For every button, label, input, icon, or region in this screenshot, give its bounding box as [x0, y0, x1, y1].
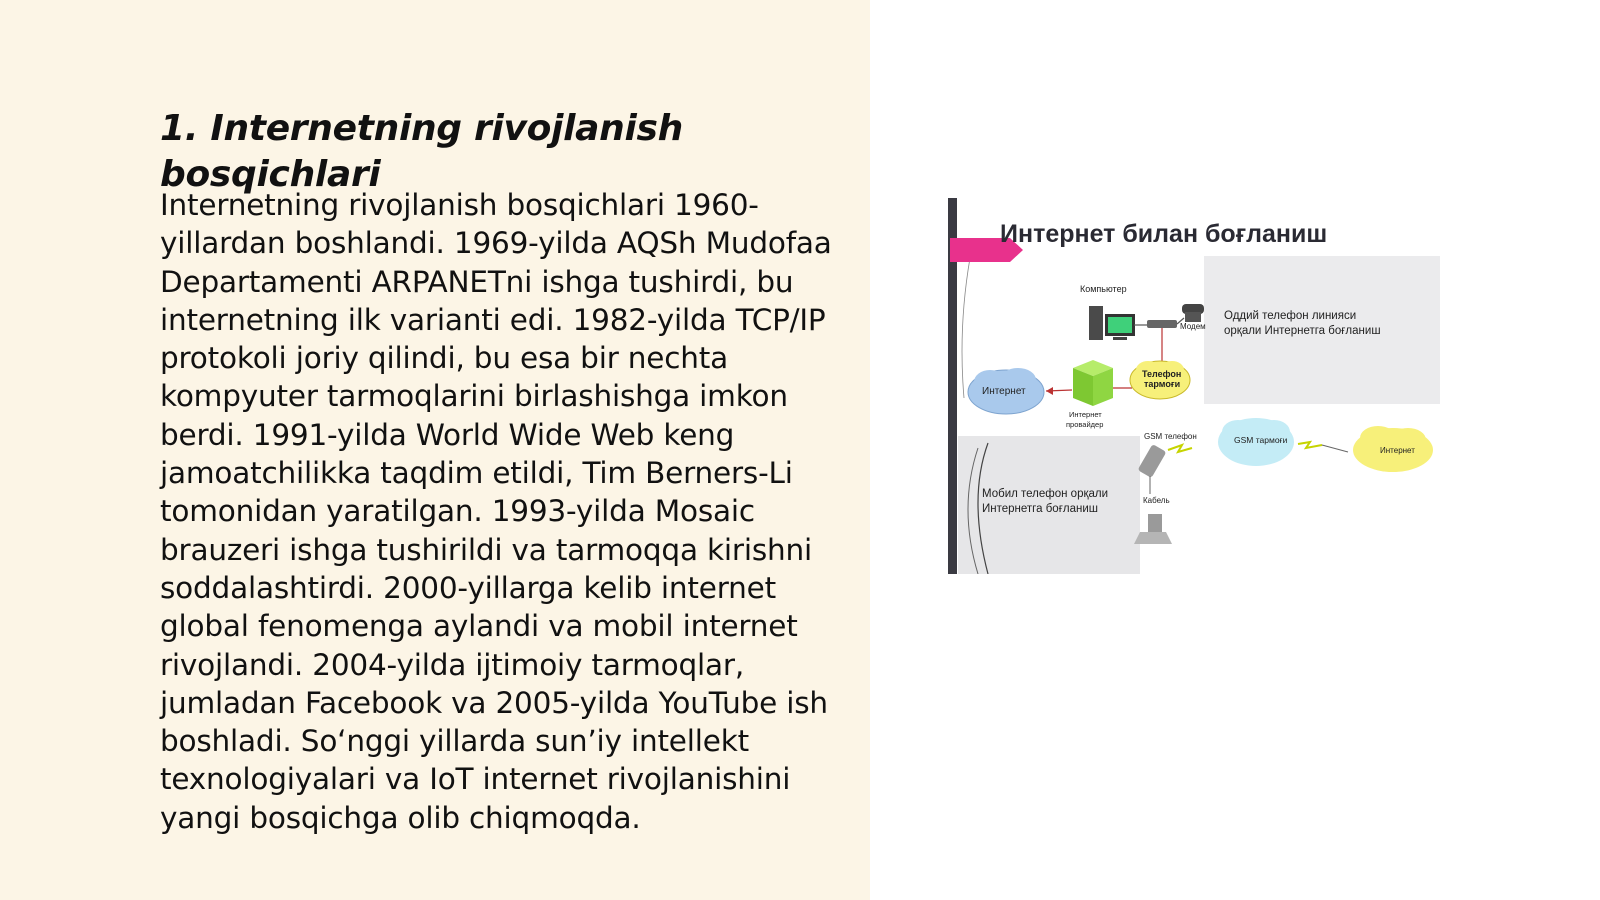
label-cable: Кабель	[1143, 496, 1170, 505]
decor-curve	[962, 258, 970, 398]
label-mobile-caption-1: Мобил телефон орқали	[982, 488, 1109, 500]
telephone-icon	[1182, 304, 1204, 322]
slide-title: 1. Internetning rivojlanish bosqichlari	[160, 108, 684, 195]
label-modem: Модем	[1180, 322, 1206, 331]
internet-connection-diagram	[948, 198, 1452, 574]
diagram-title: Интернет билан боғланиш	[1000, 220, 1328, 248]
label-gsm-network: GSM тармоғи	[1234, 435, 1288, 445]
slide-body-text: Internetning rivojlanish bosqichlari 1960-yillardan boshlandi. 1969-yilda AQSh Mudofaa Departamenti ARPANETni ishga tushirdi, bu internetning ilk varianti edi. 1982-yilda TCP/IP protokoli joriy qilindi, bu esa bir nechta kompyuter tarmoqlarini birlashishga imkon berdi. 1991-yilda World Wide Web keng jamoatchilikka taqdim etildi, Tim Berners-Li tomonidan yaratilgan. 1993-yilda Mosaic brauzeri ishga tushirildi va tarmoqqa kirishni soddalashtirdi. 2000-yillarga kelib internet global fenomenga aylandi va mobil internet rivojlandi. 2004-yilda ijtimoiy tarmoqlar, jumladan Facebook va 2005-yilda YouTube ish boshladi. So‘nggi yillarda sun’iy intellekt texnologiyalari va IoT internet rivojlanishini yangi bosqichga olib chiqmoqda.	[160, 188, 832, 835]
gsm-phone-icon	[1138, 444, 1167, 478]
label-internet-cloud: Интернет	[982, 386, 1026, 397]
label-mobile-caption-2: Интернетга боғланиш	[982, 503, 1098, 515]
label-computer: Компьютер	[1080, 284, 1127, 294]
computer-icon	[1089, 306, 1135, 340]
label-phone-network-1: Телефон	[1142, 369, 1182, 379]
modem-icon	[1147, 320, 1177, 328]
label-provider-1: Интернет	[1069, 410, 1102, 419]
label-gsm-phone: GSM телефон	[1144, 432, 1197, 441]
provider-cube-icon	[1073, 360, 1113, 406]
label-phone-line-caption-1: Оддий телефон линияси	[1224, 310, 1357, 322]
label-provider-2: провайдер	[1066, 420, 1104, 429]
label-internet-right: Интернет	[1380, 446, 1415, 455]
label-phone-network-2: тармоғи	[1144, 379, 1181, 389]
label-phone-line-caption-2: орқали Интернетга боғланиш	[1224, 325, 1381, 337]
